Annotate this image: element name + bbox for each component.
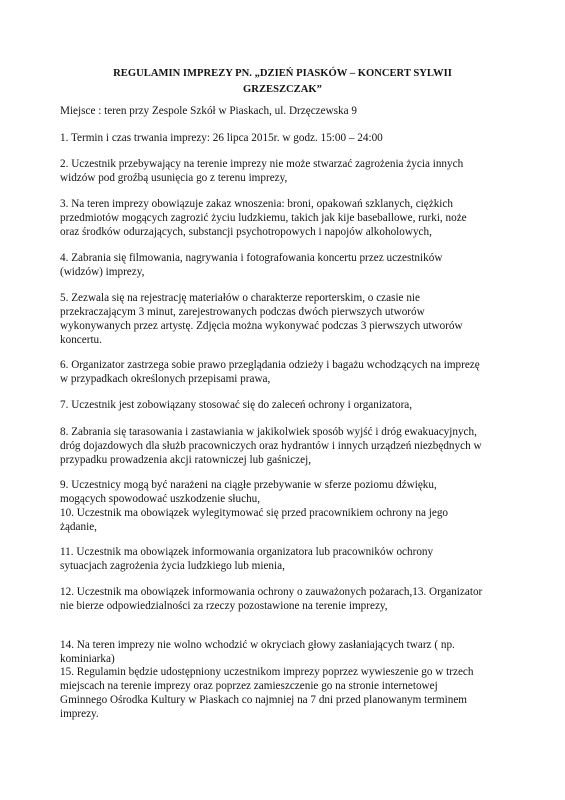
document-title-line: REGULAMIN IMPREZY PN. „DZIEŃ PIASKÓW – KONCERT SYLWII	[113, 68, 452, 79]
rule-paragraph	[60, 358, 530, 386]
rule-paragraph	[60, 665, 530, 721]
rule-line: przedmiotów mogących zagrozić życiu ludzkiemu, takich jak kije baseballowe, rurki, noże	[60, 212, 467, 224]
rule-line: wykonywanych przez artystę. Zdjęcia można wykonywać podczas 3 pierwszych utworów	[60, 320, 463, 332]
rule-line: 5. Zezwala się na rejestrację materiałów o charakterze reporterskim, o czasie nie	[60, 292, 420, 304]
rule-line: 2. Uczestnik przebywający na terenie imprezy nie może stwarzać zagrożenia życia innych	[60, 158, 464, 170]
rule-line: 1. Termin i czas trwania imprezy: 26 lipca 2015r. w godz. 15:00 – 24:00	[60, 132, 383, 144]
rule-paragraph	[60, 478, 530, 534]
rule-line: 7. Uczestnik jest zobowiązany stosować się do zaleceń ochrony i organizatora,	[60, 399, 413, 411]
rule-line: żądanie,	[60, 521, 97, 533]
rule-line: nie bierze odpowiedzialności za rzeczy pozostawione na terenie imprezy,	[60, 600, 388, 612]
rule-line: 14. Na teren imprezy nie wolno wchodzić w okryciach głowy zasłaniających twarz ( np.	[60, 639, 455, 651]
rule-paragraph	[60, 157, 530, 185]
rule-line: 10. Uczestnik ma obowiązek wylegitymować się przed pracownikiem ochrony na jego	[60, 507, 449, 519]
rule-paragraph	[60, 131, 530, 145]
rule-paragraph	[60, 291, 530, 347]
rule-paragraph	[60, 398, 530, 412]
rule-paragraph	[60, 197, 530, 239]
rule-line: 12. Uczestnik ma obowiązek informowania ochrony o zauważonych pożarach,13. Organizator	[60, 586, 483, 598]
document-title	[60, 66, 505, 98]
rule-line: miejscach na terenie imprezy oraz poprzez zamieszczenie go na stronie internetowej	[60, 680, 438, 692]
document-title-line: GRZESZCZAK”	[243, 84, 322, 95]
rule-line: koncertu.	[60, 334, 102, 346]
rule-line: 3. Na teren imprezy obowiązuje zakaz wnoszenia: broni, opakowań szklanych, ciężkich	[60, 198, 453, 210]
rule-paragraph	[60, 585, 530, 613]
rule-line: w przypadkach określonych przepisami prawa,	[60, 373, 271, 385]
rule-line: 9. Uczestnicy mogą być narażeni na ciągłe przebywanie w sferze poziomu dźwięku,	[60, 479, 437, 491]
rule-line: przypadku prowadzenia akcji ratowniczej lub gaśniczej,	[60, 454, 311, 466]
event-location: Miejsce : teren przy Zespole Szkół w Piaskach, ul. Drzęczewska 9	[60, 105, 357, 117]
rule-line: Gminnego Ośrodka Kultury w Piaskach co najmniej na 7 dni przed planowanym terminem	[60, 694, 468, 706]
rule-paragraph	[60, 425, 530, 467]
rule-line: dróg dojazdowych dla służb pracowniczych oraz hydrantów i innych urządzeń niezbędnych w	[60, 440, 482, 452]
rule-line: kominiarka)	[60, 653, 115, 665]
rule-paragraph	[60, 545, 530, 573]
rule-line: 8. Zabrania się tarasowania i zastawiania w jakikolwiek sposób wyjść i dróg ewakuacyjnych,	[60, 426, 477, 438]
rule-line: (widzów) imprezy,	[60, 266, 145, 278]
rule-line: oraz środków odurzających, substancji psychotropowych i napojów alkoholowych,	[60, 226, 432, 238]
rule-line: przekraczającym 3 minut, zarejestrowanych podczas dwóch pierwszych utworów	[60, 306, 425, 318]
rule-line: imprezy.	[60, 708, 99, 720]
rule-line: 6. Organizator zastrzega sobie prawo przeglądania odzieży i bagażu wchodzących na imprezę	[60, 359, 480, 371]
rule-paragraph	[60, 251, 530, 279]
rule-line: widzów pod groźbą usunięcia go z terenu imprezy,	[60, 172, 288, 184]
rule-line: 15. Regulamin będzie udostępniony uczestnikom imprezy poprzez wywieszenie go w trzech	[60, 666, 474, 678]
rule-line: sytuacjach zagrożenia życia ludzkiego lub mienia,	[60, 560, 285, 572]
rule-line: mogących spowodować uszkodzenie słuchu,	[60, 493, 261, 505]
rule-line: 11. Uczestnik ma obowiązek informowania organizatora lub pracowników ochrony	[60, 546, 434, 558]
rule-paragraph	[60, 638, 530, 666]
rule-line: 4. Zabrania się filmowania, nagrywania i fotografowania koncertu przez uczestników	[60, 252, 443, 264]
